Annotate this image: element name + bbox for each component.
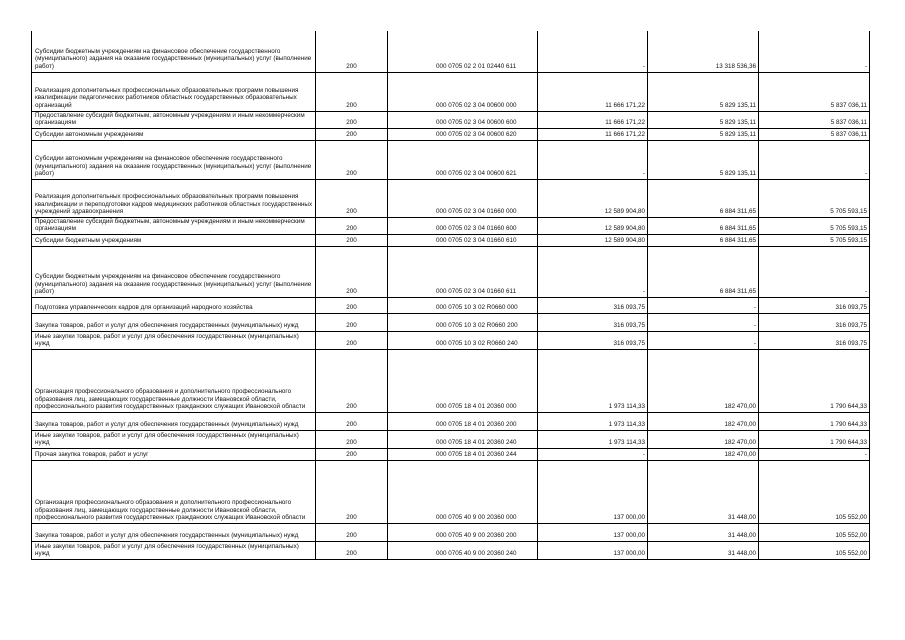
row-executed-amount-cell: 182 470,00: [648, 349, 759, 412]
row-code-cell: 200: [316, 430, 388, 448]
table-row: [32, 331, 870, 349]
row-executed-amount-cell: -: [648, 313, 759, 331]
row-unexecuted-amount-cell: 105 552,00: [759, 460, 870, 523]
row-plan-amount-cell: 316 093,75: [538, 313, 648, 331]
table-row: [32, 111, 870, 128]
table-row: [32, 140, 870, 179]
row-name-cell: Организация профессионального образования и дополнительного профессионального образования лиц, замещающих государственные должности Ивановской области, профессионального развития государственных гражданских служащих Ивановской области: [32, 349, 316, 412]
row-kbk-cell: 000 0705 02 3 04 01660 611: [388, 246, 538, 297]
row-executed-amount-cell: 13 318 536,36: [648, 31, 759, 72]
row-executed-amount-cell: -: [648, 297, 759, 313]
row-name-cell: Организация профессионального образования и дополнительного профессионального образования лиц, замещающих государственные должности Ивановской области, профессионального развития государственных гражданских служащих Ивановской области: [32, 460, 316, 523]
row-kbk-cell: 000 0705 02 3 04 00600 620: [388, 128, 538, 140]
row-unexecuted-amount-cell: 5 837 036,11: [759, 128, 870, 140]
table-row: [32, 523, 870, 541]
row-executed-amount-cell: 5 829 135,11: [648, 128, 759, 140]
row-unexecuted-amount-cell: 5 705 593,15: [759, 179, 870, 217]
row-executed-amount-cell: 31 448,00: [648, 460, 759, 523]
table-row: [32, 448, 870, 460]
row-name-cell: Иные закупки товаров, работ и услуг для обеспечения государственных (муниципальных) нужд: [32, 331, 316, 349]
row-kbk-cell: 000 0705 10 3 02 R0660 000: [388, 297, 538, 313]
row-name-cell: Реализация дополнительных профессиональных образовательных программ повышения квалификации и переподготовки кадров медицинских работников областных государственных учреждений здравоохранения: [32, 179, 316, 217]
row-plan-amount-cell: 137 000,00: [538, 460, 648, 523]
row-name-cell: Закупка товаров, работ и услуг для обеспечения государственных (муниципальных) нужд: [32, 412, 316, 430]
row-kbk-cell: 000 0705 02 3 04 00600 000: [388, 72, 538, 111]
row-executed-amount-cell: 5 829 135,11: [648, 140, 759, 179]
row-name-cell: Субсидии бюджетным учреждениям: [32, 234, 316, 246]
row-name-cell: Закупка товаров, работ и услуг для обеспечения государственных (муниципальных) нужд: [32, 313, 316, 331]
row-name-cell: Субсидии бюджетным учреждениям на финансовое обеспечение государственного (муниципального) задания на оказание государственных (муниципальных) услуг (выполнение работ): [32, 31, 316, 72]
row-plan-amount-cell: 11 666 171,22: [538, 111, 648, 128]
row-unexecuted-amount-cell: 316 093,75: [759, 313, 870, 331]
row-code-cell: 200: [316, 234, 388, 246]
row-code-cell: 200: [316, 448, 388, 460]
row-kbk-cell: 000 0705 02 3 04 01660 610: [388, 234, 538, 246]
row-code-cell: 200: [316, 31, 388, 72]
row-name-cell: Иные закупки товаров, работ и услуг для обеспечения государственных (муниципальных) нужд: [32, 430, 316, 448]
table-row: [32, 460, 870, 523]
row-executed-amount-cell: 6 884 311,65: [648, 217, 759, 234]
row-code-cell: 200: [316, 331, 388, 349]
row-unexecuted-amount-cell: 1 790 644,33: [759, 412, 870, 430]
row-unexecuted-amount-cell: 316 093,75: [759, 297, 870, 313]
row-kbk-cell: 000 0705 02 3 04 01660 000: [388, 179, 538, 217]
row-kbk-cell: 000 0705 02 3 04 01660 600: [388, 217, 538, 234]
row-unexecuted-amount-cell: 5 705 593,15: [759, 217, 870, 234]
row-unexecuted-amount-cell: 105 552,00: [759, 523, 870, 541]
row-code-cell: 200: [316, 523, 388, 541]
row-plan-amount-cell: 12 589 904,80: [538, 217, 648, 234]
row-unexecuted-amount-cell: 5 705 593,15: [759, 234, 870, 246]
row-kbk-cell: 000 0705 02 3 04 00600 600: [388, 111, 538, 128]
row-unexecuted-amount-cell: -: [759, 246, 870, 297]
table-row: [32, 349, 870, 412]
row-name-cell: Предоставление субсидий бюджетным, автономным учреждениям и иным некоммерческим организациям: [32, 111, 316, 128]
table-row: [32, 297, 870, 313]
row-kbk-cell: 000 0705 18 4 01 20360 240: [388, 430, 538, 448]
row-unexecuted-amount-cell: 5 837 036,11: [759, 111, 870, 128]
row-plan-amount-cell: -: [538, 140, 648, 179]
row-plan-amount-cell: 12 589 904,80: [538, 179, 648, 217]
row-plan-amount-cell: 137 000,00: [538, 523, 648, 541]
row-plan-amount-cell: 1 973 114,33: [538, 412, 648, 430]
table-row: [32, 430, 870, 448]
row-plan-amount-cell: 137 000,00: [538, 541, 648, 559]
row-unexecuted-amount-cell: 5 837 036,11: [759, 72, 870, 111]
row-plan-amount-cell: -: [538, 31, 648, 72]
row-executed-amount-cell: 5 829 135,11: [648, 111, 759, 128]
row-plan-amount-cell: -: [538, 246, 648, 297]
row-name-cell: Закупка товаров, работ и услуг для обеспечения государственных (муниципальных) нужд: [32, 523, 316, 541]
table-row: [32, 246, 870, 297]
row-executed-amount-cell: 6 884 311,65: [648, 234, 759, 246]
row-kbk-cell: 000 0705 10 3 02 R0660 200: [388, 313, 538, 331]
table-row: [32, 313, 870, 331]
row-code-cell: 200: [316, 179, 388, 217]
row-name-cell: Субсидии автономным учреждениям на финансовое обеспечение государственного (муниципального) задания на оказание государственных (муниципальных) услуг (выполнение работ): [32, 140, 316, 179]
row-executed-amount-cell: 182 470,00: [648, 412, 759, 430]
row-kbk-cell: 000 0705 10 3 02 R0660 240: [388, 331, 538, 349]
table-row: [32, 217, 870, 234]
row-code-cell: 200: [316, 72, 388, 111]
row-code-cell: 200: [316, 128, 388, 140]
row-executed-amount-cell: 6 884 311,65: [648, 179, 759, 217]
row-name-cell: Прочая закупка товаров, работ и услуг: [32, 448, 316, 460]
table-row: [32, 179, 870, 217]
row-code-cell: 200: [316, 217, 388, 234]
row-plan-amount-cell: 11 666 171,22: [538, 72, 648, 111]
row-unexecuted-amount-cell: -: [759, 31, 870, 72]
table-row: [32, 541, 870, 559]
row-name-cell: Иные закупки товаров, работ и услуг для обеспечения государственных (муниципальных) нужд: [32, 541, 316, 559]
row-code-cell: 200: [316, 246, 388, 297]
row-kbk-cell: 000 0705 40 9 00 20360 000: [388, 460, 538, 523]
row-plan-amount-cell: 11 666 171,22: [538, 128, 648, 140]
row-code-cell: 200: [316, 349, 388, 412]
row-name-cell: Субсидии бюджетным учреждениям на финансовое обеспечение государственного (муниципального) задания на оказание государственных (муниципальных) услуг (выполнение работ): [32, 246, 316, 297]
row-executed-amount-cell: 31 448,00: [648, 523, 759, 541]
row-code-cell: 200: [316, 460, 388, 523]
table-row: [32, 72, 870, 111]
row-unexecuted-amount-cell: -: [759, 140, 870, 179]
table-row: [32, 234, 870, 246]
row-plan-amount-cell: 316 093,75: [538, 331, 648, 349]
row-code-cell: 200: [316, 111, 388, 128]
row-name-cell: Предоставление субсидий бюджетным, автономным учреждениям и иным некоммерческим организациям: [32, 217, 316, 234]
row-executed-amount-cell: 6 884 311,65: [648, 246, 759, 297]
table-row: [32, 412, 870, 430]
row-plan-amount-cell: 1 973 114,33: [538, 430, 648, 448]
row-executed-amount-cell: 182 470,00: [648, 448, 759, 460]
row-code-cell: 200: [316, 412, 388, 430]
row-unexecuted-amount-cell: 1 790 644,33: [759, 430, 870, 448]
row-kbk-cell: 000 0705 40 9 00 20360 200: [388, 523, 538, 541]
row-code-cell: 200: [316, 313, 388, 331]
row-unexecuted-amount-cell: 1 790 644,33: [759, 349, 870, 412]
row-executed-amount-cell: -: [648, 331, 759, 349]
row-plan-amount-cell: 1 973 114,33: [538, 349, 648, 412]
row-code-cell: 200: [316, 541, 388, 559]
row-plan-amount-cell: 12 589 904,80: [538, 234, 648, 246]
budget-table: [31, 31, 870, 560]
row-executed-amount-cell: 31 448,00: [648, 541, 759, 559]
row-executed-amount-cell: 182 470,00: [648, 430, 759, 448]
row-kbk-cell: 000 0705 18 4 01 20360 244: [388, 448, 538, 460]
row-plan-amount-cell: -: [538, 448, 648, 460]
row-kbk-cell: 000 0705 18 4 01 20360 200: [388, 412, 538, 430]
table-row: [32, 128, 870, 140]
row-unexecuted-amount-cell: -: [759, 448, 870, 460]
row-code-cell: 200: [316, 297, 388, 313]
row-name-cell: Реализация дополнительных профессиональных образовательных программ повышения квалификации педагогических работников областных государственных образовательных организаций: [32, 72, 316, 111]
table-row: [32, 31, 870, 72]
row-name-cell: Субсидии автономным учреждениям: [32, 128, 316, 140]
row-unexecuted-amount-cell: 316 093,75: [759, 331, 870, 349]
row-unexecuted-amount-cell: 105 552,00: [759, 541, 870, 559]
row-name-cell: Подготовка управленческих кадров для организаций народного хозяйства: [32, 297, 316, 313]
row-kbk-cell: 000 0705 18 4 01 20360 000: [388, 349, 538, 412]
row-plan-amount-cell: 316 093,75: [538, 297, 648, 313]
row-kbk-cell: 000 0705 40 9 00 20360 240: [388, 541, 538, 559]
row-kbk-cell: 000 0705 02 3 04 00600 621: [388, 140, 538, 179]
row-executed-amount-cell: 5 829 135,11: [648, 72, 759, 111]
row-kbk-cell: 000 0705 02 2 01 02440 611: [388, 31, 538, 72]
budget-table-body: [32, 31, 870, 559]
row-code-cell: 200: [316, 140, 388, 179]
